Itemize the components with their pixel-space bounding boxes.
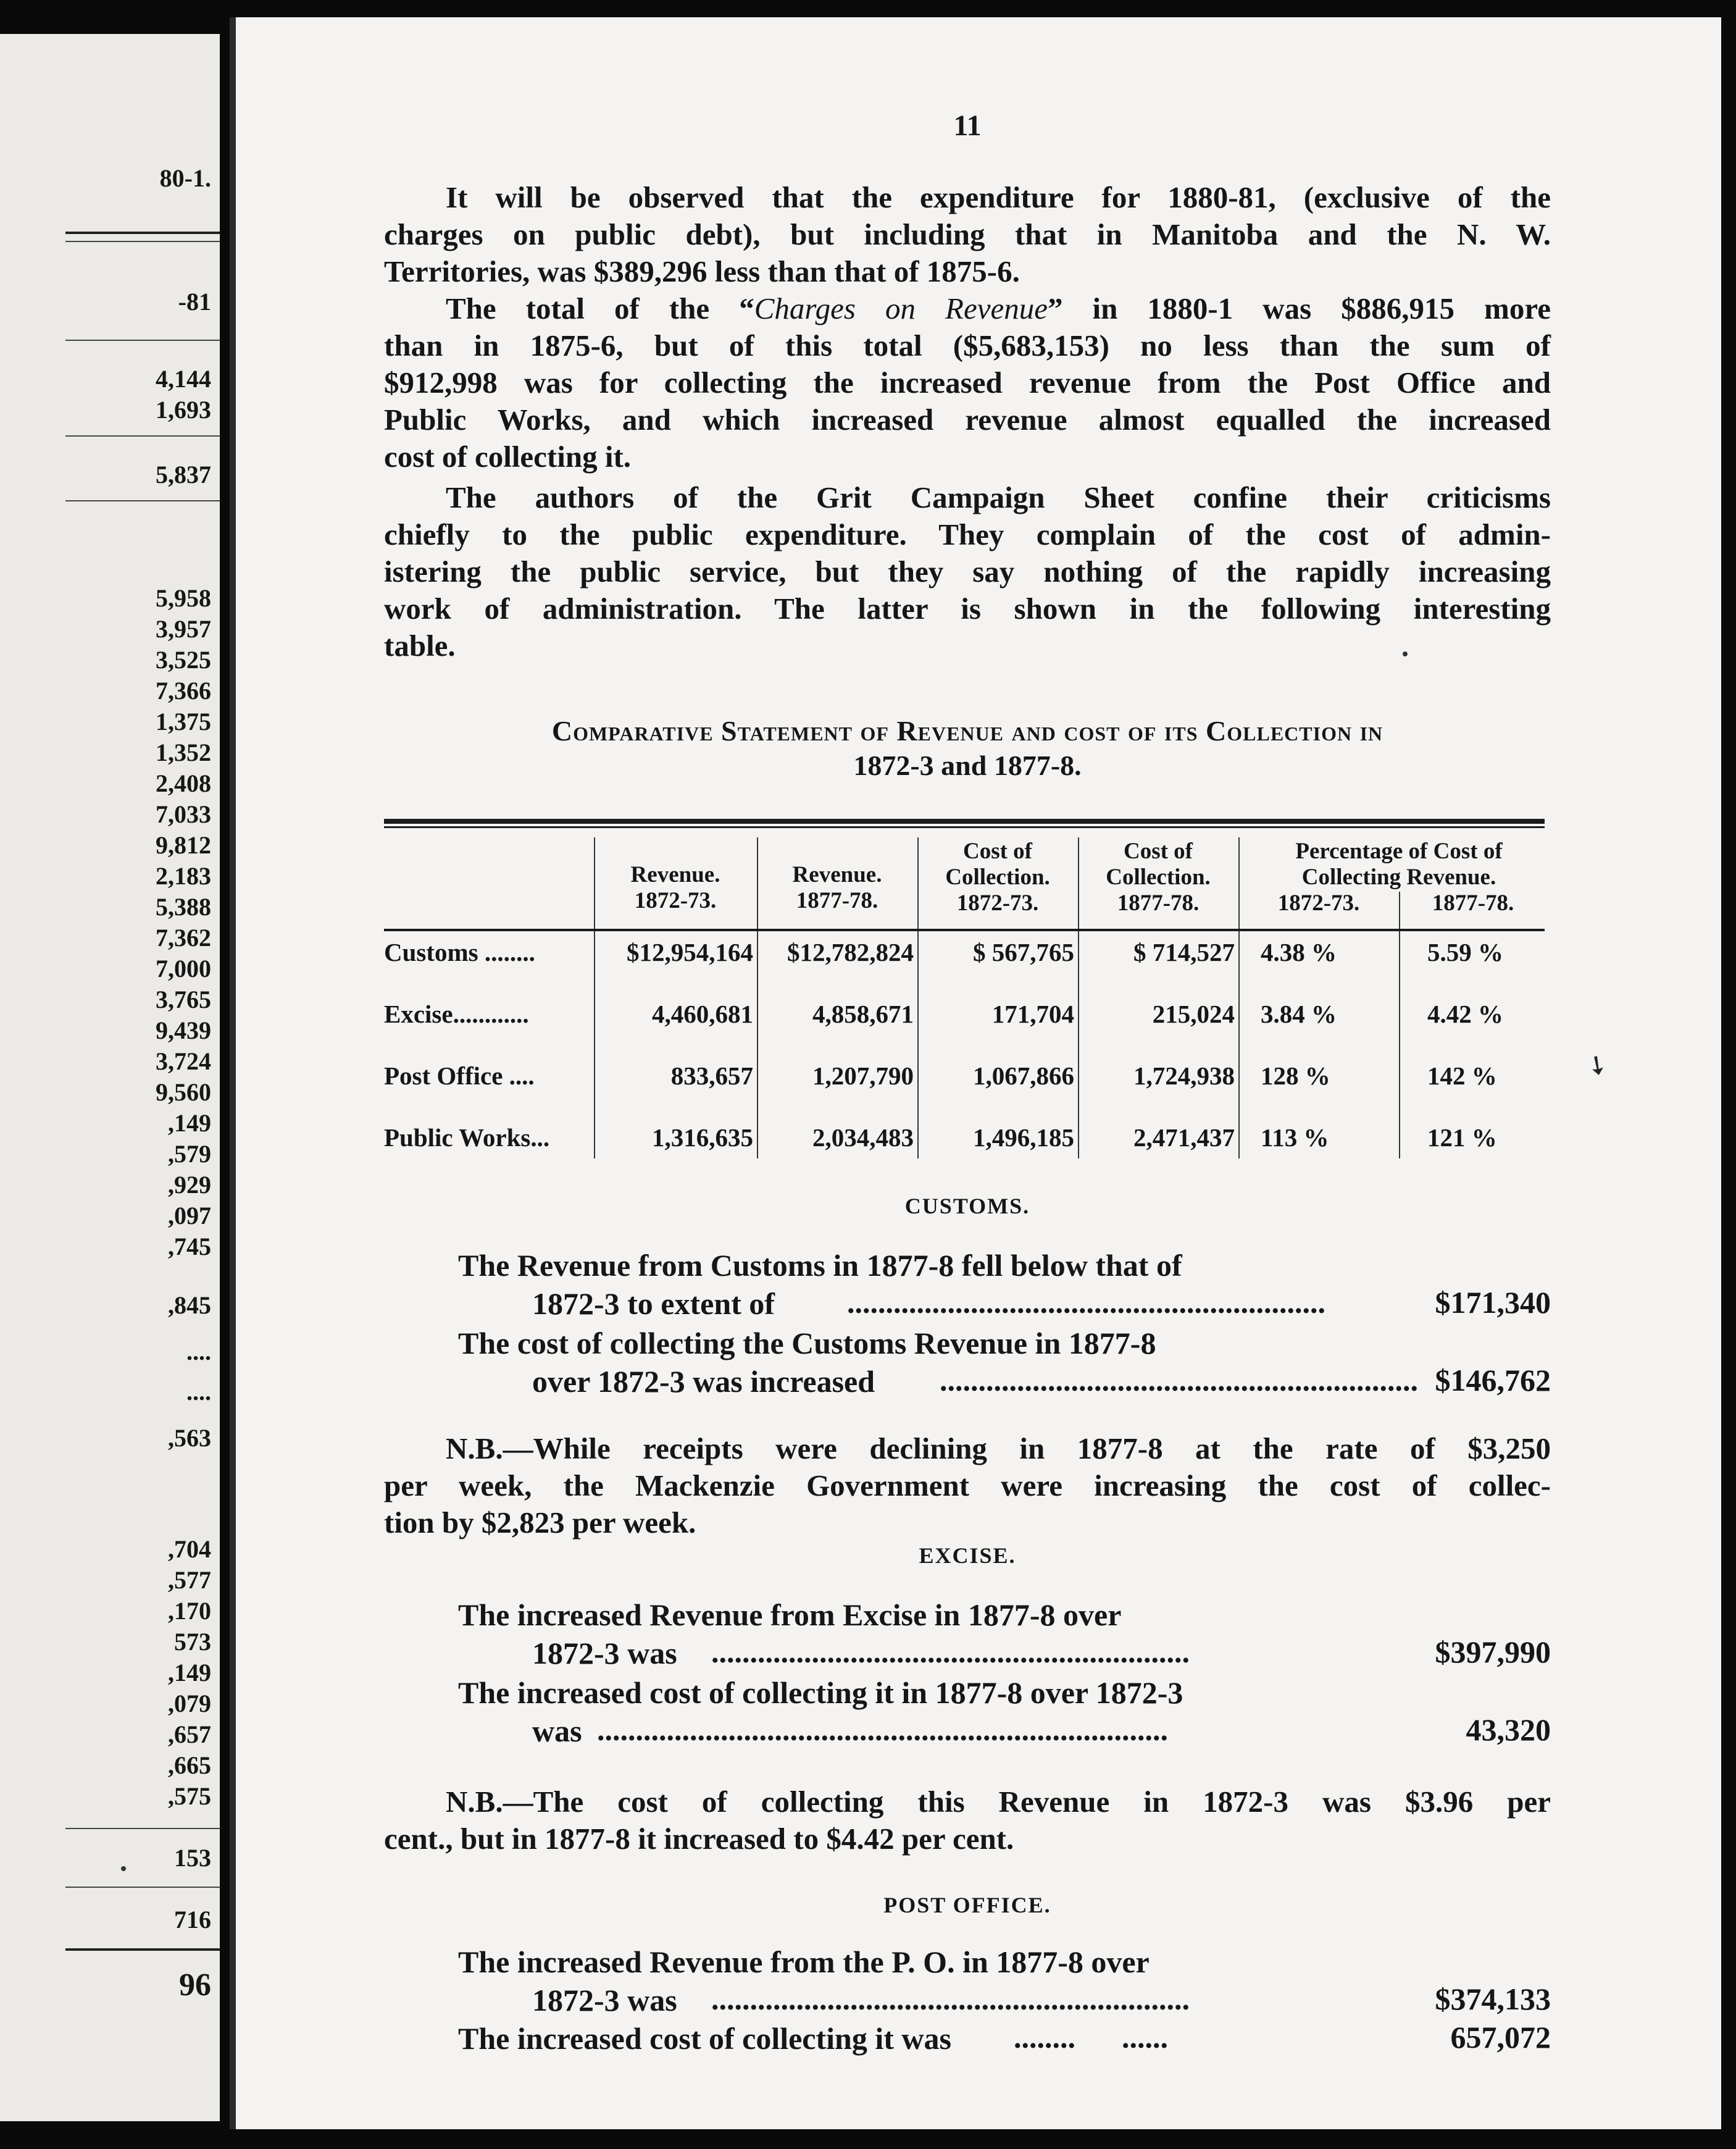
cell-revenue-1877: 4,858,671: [812, 1000, 914, 1028]
excise-amount: $397,990: [1435, 1635, 1551, 1669]
table-row: [384, 999, 1545, 1049]
header-revenue-1872: [594, 862, 757, 914]
left-page-text: ,665: [168, 1751, 211, 1779]
left-page-text: ,657: [168, 1720, 211, 1748]
left-page-text: 4,144: [156, 365, 211, 393]
header-pct-1877: 1877-78.: [1432, 890, 1514, 916]
left-page-rule: [65, 241, 220, 242]
header-text: Collection.: [1106, 865, 1211, 890]
customs-line: The cost of collecting the Customs Revenue in 1877-8: [458, 1326, 1156, 1360]
left-page-text: 573: [174, 1628, 211, 1656]
document-page: [230, 17, 1721, 2129]
header-text: 1872-73.: [634, 888, 717, 913]
cell-pct-1877: 121 %: [1427, 1123, 1497, 1152]
left-page-text: 5,958: [156, 584, 211, 612]
left-page-text: ,149: [168, 1109, 211, 1137]
header-text: 1877-78.: [1117, 890, 1200, 916]
left-page-text: ,704: [168, 1535, 211, 1563]
text-run: The total of the “: [446, 291, 754, 325]
row-label: Public Works...: [384, 1123, 550, 1152]
row-label: Excise............: [384, 1000, 529, 1028]
left-page-text: 7,033: [156, 800, 211, 828]
text-run: ” in 1880-1 was $886,915 more: [1047, 291, 1551, 325]
page-number: 11: [953, 109, 982, 142]
cell-revenue-1872: 4,460,681: [652, 1000, 753, 1028]
paragraph-line: It will be observed that the expenditure for 1880-81, (exclusive of the: [446, 180, 1551, 214]
left-page-rule: [65, 340, 220, 341]
header-text: Collecting Revenue.: [1301, 865, 1496, 890]
left-page-text: ,579: [168, 1140, 211, 1168]
left-page-text: 96: [179, 1967, 211, 2003]
left-page-text: 153: [174, 1844, 211, 1872]
statement-title-line: 1872-3 and 1877-8.: [853, 750, 1082, 781]
left-page-fragment: [0, 34, 220, 2121]
header-percentage: [1238, 839, 1559, 890]
customs-note: [384, 1430, 1551, 1541]
left-page-rule: [65, 1948, 220, 1951]
left-page-text: 1,693: [156, 396, 211, 424]
paragraph-line: N.B.—While receipts were declining in 1877-8 at the rate of $3,250: [446, 1431, 1551, 1465]
cell-cost-1877: 2,471,437: [1133, 1123, 1235, 1152]
cell-revenue-1877: 1,207,790: [812, 1062, 914, 1090]
customs-amount: $146,762: [1435, 1363, 1551, 1397]
post-office-line: 1872-3 was: [532, 1983, 677, 2017]
left-page-text: ....: [186, 1338, 211, 1365]
post-office-line: The increased Revenue from the P. O. in 1877-8 over: [458, 1945, 1150, 1979]
dot-leader: ..............................................................: [711, 1635, 1190, 1669]
excise-line: 1872-3 was: [532, 1636, 677, 1670]
scan-speck: [1403, 651, 1408, 656]
table-row: [384, 1123, 1545, 1172]
cell-revenue-1872: 833,657: [670, 1062, 753, 1090]
cell-cost-1877: 1,724,938: [1133, 1062, 1235, 1090]
left-page-text: 9,439: [156, 1016, 211, 1044]
cell-cost-1872: 1,067,866: [973, 1062, 1074, 1090]
row-label: Post Office ....: [384, 1062, 535, 1090]
customs-line: The Revenue from Customs in 1877-8 fell below that of: [458, 1248, 1182, 1283]
left-page-text: 7,362: [156, 924, 211, 952]
paragraph-line: per week, the Mackenzie Government were increasing the cost of collec-: [384, 1468, 1551, 1502]
header-text: Cost of: [962, 839, 1032, 864]
left-page-text: 3,525: [156, 646, 211, 674]
paragraph-charges-on-revenue: [384, 290, 1551, 475]
italic-run: Charges on Revenue: [754, 291, 1048, 325]
paragraph-line: charges on public debt), but including that in Manitoba and the N. W.: [384, 217, 1551, 251]
left-page-rule: [65, 500, 220, 501]
left-page-text: 3,765: [156, 986, 211, 1013]
cell-revenue-1877: $12,782,824: [787, 938, 914, 966]
left-page-text: 5,837: [156, 461, 211, 488]
paragraph-line: tion by $2,823 per week.: [384, 1506, 696, 1539]
dot-leader: ..........................................................................: [597, 1712, 1168, 1747]
cell-pct-1877: 4.42 %: [1427, 1000, 1503, 1028]
cell-cost-1872: $ 567,765: [973, 938, 1074, 966]
paragraph-line: cost of collecting it.: [384, 440, 632, 474]
left-page-text: ,577: [168, 1566, 211, 1594]
left-page-text: ,845: [168, 1291, 211, 1319]
cell-pct-1872: 3.84 %: [1261, 1000, 1337, 1028]
paragraph-line: Territories, was $389,296 less than that of 1875-6.: [384, 254, 1020, 288]
table-row: [384, 1061, 1545, 1110]
paragraph-line: The authors of the Grit Campaign Sheet confine their criticisms: [446, 480, 1551, 514]
row-label: Customs ........: [384, 938, 535, 966]
left-page-text: ,929: [168, 1171, 211, 1199]
header-pct-1872: 1872-73.: [1277, 890, 1360, 916]
dot-leader: ..............................................................: [711, 1982, 1190, 2016]
cell-pct-1877: 5.59 %: [1427, 938, 1503, 966]
header-text: Percentage of Cost of: [1295, 839, 1503, 864]
cell-revenue-1877: 2,034,483: [812, 1123, 914, 1152]
left-page-text: ,097: [168, 1202, 211, 1229]
left-page-text: 3,957: [156, 615, 211, 643]
left-page-rule: [65, 1828, 220, 1829]
left-page-text: 80-1.: [159, 164, 211, 192]
paragraph-line: table.: [384, 629, 456, 663]
left-page-text: ,745: [168, 1233, 211, 1260]
cell-cost-1877: 215,024: [1152, 1000, 1235, 1028]
paragraph-line: Public Works, and which increased revenue almost equalled the increased: [384, 403, 1551, 437]
paragraph-line: work of administration. The latter is shown in the following interesting: [384, 592, 1551, 626]
section-title-excise: EXCISE.: [919, 1543, 1016, 1568]
excise-amount: 43,320: [1466, 1712, 1551, 1747]
header-text: 1872-73.: [956, 890, 1039, 916]
header-rule: [384, 929, 1545, 931]
scan-speck: [121, 1866, 126, 1871]
left-page-rule: [65, 1887, 220, 1888]
cell-cost-1872: 171,704: [991, 1000, 1074, 1028]
header-text: Revenue.: [630, 862, 720, 887]
left-page-text: ,563: [168, 1424, 211, 1452]
excise-note: [384, 1783, 1551, 1858]
left-page-text: 716: [174, 1906, 211, 1933]
header-text: Collection.: [945, 865, 1050, 890]
left-page-text: 7,366: [156, 677, 211, 705]
excise-line: The increased Revenue from Excise in 1877-8 over: [458, 1598, 1122, 1632]
customs-line: 1872-3 to extent of: [532, 1286, 775, 1321]
cell-revenue-1872: $12,954,164: [627, 938, 753, 966]
left-page-text: 1,352: [156, 739, 211, 766]
cell-pct-1877: 142 %: [1427, 1062, 1497, 1090]
left-page-text: 2,183: [156, 862, 211, 890]
table-top-rule: [384, 819, 1545, 824]
left-page-text: 5,388: [156, 893, 211, 921]
left-page-text: 3,724: [156, 1047, 211, 1075]
paragraph-grit-campaign: [384, 479, 1551, 664]
statement-title-line: Comparative Statement of Revenue and cost of its Collection in: [551, 715, 1383, 747]
header-text: 1877-78.: [796, 888, 878, 913]
customs-line: over 1872-3 was increased: [532, 1364, 875, 1399]
left-page-text: 2,408: [156, 769, 211, 797]
left-page-text: -81: [178, 288, 211, 316]
header-text: Cost of: [1123, 839, 1193, 864]
table-row: [384, 937, 1545, 987]
header-revenue-1877: [757, 862, 917, 914]
left-page-text: ,079: [168, 1690, 211, 1717]
cell-pct-1872: 128 %: [1261, 1062, 1330, 1090]
scan-mark-icon: ➘: [1580, 1047, 1614, 1084]
post-office-line: The increased cost of collecting it was: [458, 2021, 951, 2056]
left-page-rule: [65, 232, 220, 234]
header-cost-1872: [917, 839, 1078, 916]
left-page-text: ,575: [168, 1782, 211, 1810]
header-cost-1877: [1078, 839, 1238, 916]
cell-revenue-1872: 1,316,635: [652, 1123, 753, 1152]
left-page-text: ,170: [168, 1597, 211, 1625]
statement-title: [384, 714, 1551, 783]
left-page-text: 7,000: [156, 955, 211, 982]
dot-leader: ..............................................................: [940, 1363, 1418, 1397]
paragraph-line: istering the public service, but they say nothing of the rapidly increasing: [384, 555, 1551, 589]
table-top-rule: [384, 826, 1545, 828]
excise-line: The increased cost of collecting it in 1877-8 over 1872-3: [458, 1675, 1183, 1710]
left-page-text: ,149: [168, 1659, 211, 1686]
paragraph-line: $912,998 was for collecting the increased revenue from the Post Office and: [384, 366, 1551, 400]
paragraph-line: [384, 290, 1551, 327]
post-office-amount: 657,072: [1450, 2020, 1551, 2055]
paragraph-line: N.B.—The cost of collecting this Revenue in 1872-3 was $3.96 per: [446, 1785, 1551, 1819]
post-office-amount: $374,133: [1435, 1982, 1551, 2016]
left-page-text: 9,812: [156, 831, 211, 859]
dot-leader: ..............................................................: [847, 1285, 1325, 1320]
paragraph-line: than in 1875-6, but of this total ($5,683,153) no less than the sum of: [384, 329, 1551, 362]
paragraph-expenditure: [384, 179, 1551, 290]
cell-cost-1877: $ 714,527: [1133, 938, 1235, 966]
header-text: Revenue.: [792, 862, 882, 887]
left-page-text: ....: [186, 1378, 211, 1405]
cell-cost-1872: 1,496,185: [973, 1123, 1074, 1152]
paragraph-line: cent., but in 1877-8 it increased to $4.42 per cent.: [384, 1822, 1014, 1856]
dot-leader: ........ ......: [1014, 2020, 1168, 2055]
section-title-post-office: POST OFFICE.: [883, 1893, 1051, 1917]
left-page-rule: [65, 435, 220, 437]
section-title-customs: CUSTOMS.: [904, 1194, 1030, 1218]
left-page-text: 9,560: [156, 1078, 211, 1106]
paragraph-line: chiefly to the public expenditure. They complain of the cost of admin-: [384, 517, 1551, 551]
excise-line: was: [532, 1714, 582, 1748]
left-page-text: 1,375: [156, 708, 211, 735]
customs-amount: $171,340: [1435, 1285, 1551, 1320]
cell-pct-1872: 4.38 %: [1261, 938, 1337, 966]
cell-pct-1872: 113 %: [1261, 1123, 1329, 1152]
